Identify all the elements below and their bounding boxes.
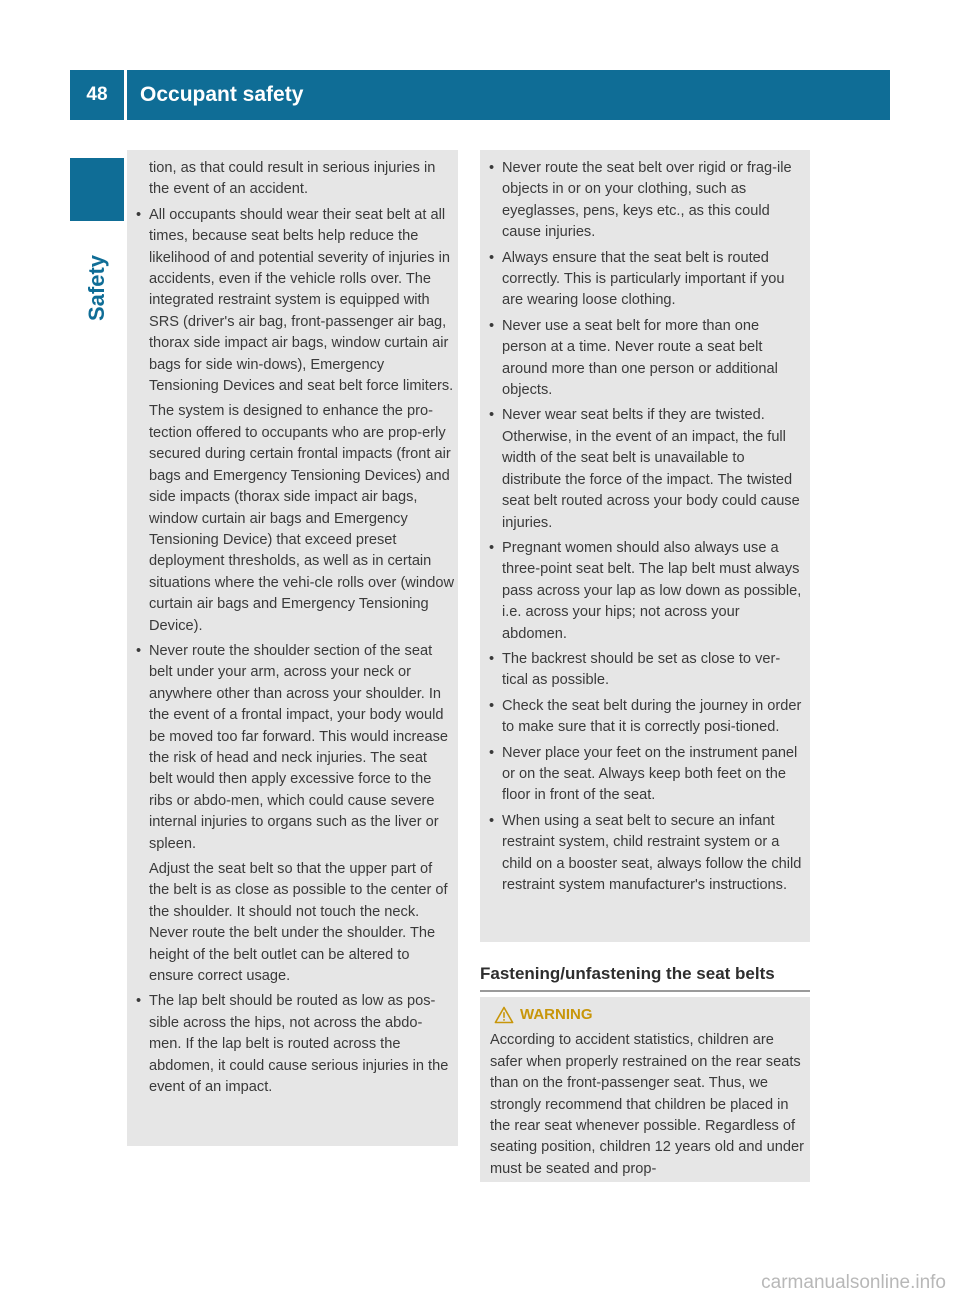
bullet-item: • The backrest should be set as close to ver-tical as possible. <box>502 649 806 692</box>
bullet-item: • Never use a seat belt for more than one person at a time. Never route a seat belt around more than one person or additional objects. <box>502 316 806 402</box>
side-tab-block <box>70 158 124 221</box>
side-tab-label: Safety <box>84 254 109 322</box>
bullet-item: • Never place your feet on the instrument panel or on the seat. Always keep both feet on the floor in front of the seat. <box>502 743 806 807</box>
continuation-paragraph: tion, as that could result in serious injuries in the event of an accident. <box>149 160 436 198</box>
bullet-item: • Never route the seat belt over rigid or frag-ile objects in or on your clothing, such as eyeglasses, pens, keys etc., as this could cause injuries. <box>502 158 806 244</box>
warning-label: WARNING <box>520 1006 593 1023</box>
bullet-paragraph: Adjust the seat belt so that the upper part of the belt is as close as possible to the center of the shoulder. It should not touch the neck. Never route the belt under the shoulder. The height of the belt outlet can be altered to ensure correct usage. <box>149 861 448 985</box>
header-divider <box>124 70 127 120</box>
watermark: carmanualsonline.info <box>761 1272 946 1293</box>
warning-box <box>480 997 810 1182</box>
warning-text: According to accident statistics, children are safer when properly restrained on the rear seats than on the front-passenger seat. Thus, we strongly recommend that children be placed in the rear seat whenever possible. Regardless of seating position, children 12 years old and under must be seated and prop- <box>490 1032 804 1177</box>
left-info-box <box>127 150 458 1146</box>
page-number: 48 <box>86 84 108 105</box>
bullet-paragraph: The system is designed to enhance the pro-tection offered to occupants who are prop-erly secured during certain frontal impacts (front air bags and Emergency Tensioning Devices) and side impacts (thorax side impact air bags, window curtain air bags and Emergency Tensioning Device) that exceed preset deployment thresholds, as well as in certain situations where the vehi-cle rolls over (window curtain air bags and Emergency Tensioning Device). <box>149 403 454 634</box>
side-tab <box>70 228 124 348</box>
warning-triangle-icon <box>494 1006 514 1024</box>
bullet-item: • All occupants should wear their seat belt at all times, because seat belts help reduce the likelihood of and potential severity of injuries in accidents, even if the vehicle rolls over. The integrated restraint system is equipped with SRS (driver's air bag, front-passenger air bag, thorax side impact air bags, window curtain air bags for side win-dows), Emergency Tensioning Devices and seat belt force limiters. <box>149 205 454 398</box>
bullet-item: • Check the seat belt during the journey in order to make sure that it is correctly posi-tioned. <box>502 696 806 739</box>
bullet-item: • When using a seat belt to secure an infant restraint system, child restraint system or a child on a booster seat, always follow the child restraint system manufacturer's instructions. <box>502 811 806 897</box>
bullet-item: • Always ensure that the seat belt is routed correctly. This is particularly important if you are wearing loose clothing. <box>502 248 806 312</box>
chapter-title: Occupant safety <box>140 83 304 106</box>
warning-title <box>490 1004 804 1025</box>
bullet-item: • Pregnant women should also always use a three-point seat belt. The lap belt must always pass across your lap as low down as possible, i.e. across your hips; not across your abdomen. <box>502 538 806 645</box>
bullet-item: • The lap belt should be routed as low as pos-sible across the hips, not across the abdo-men. If the lap belt is routed across the abdomen, it could cause serious injuries in the event of an impact. <box>149 991 454 1098</box>
right-info-box <box>480 150 810 942</box>
bullet-item: • Never route the shoulder section of the seat belt under your arm, across your neck or anywhere other than across your shoulder. In the event of a frontal impact, your body would be moved too far forward. This would increase the risk of head and neck injuries. The seat belt would then apply excessive force to the ribs or abdo-men, which could cause severe internal injuries to organs such as the liver or spleen. <box>149 641 454 855</box>
bullet-item: • Never wear seat belts if they are twisted. Otherwise, in the event of an impact, the full width of the seat belt is unavailable to distribute the force of the impact. The twisted seat belt routed across your body could cause injuries. <box>502 405 806 533</box>
section-heading: Fastening/unfastening the seat belts <box>480 964 810 992</box>
